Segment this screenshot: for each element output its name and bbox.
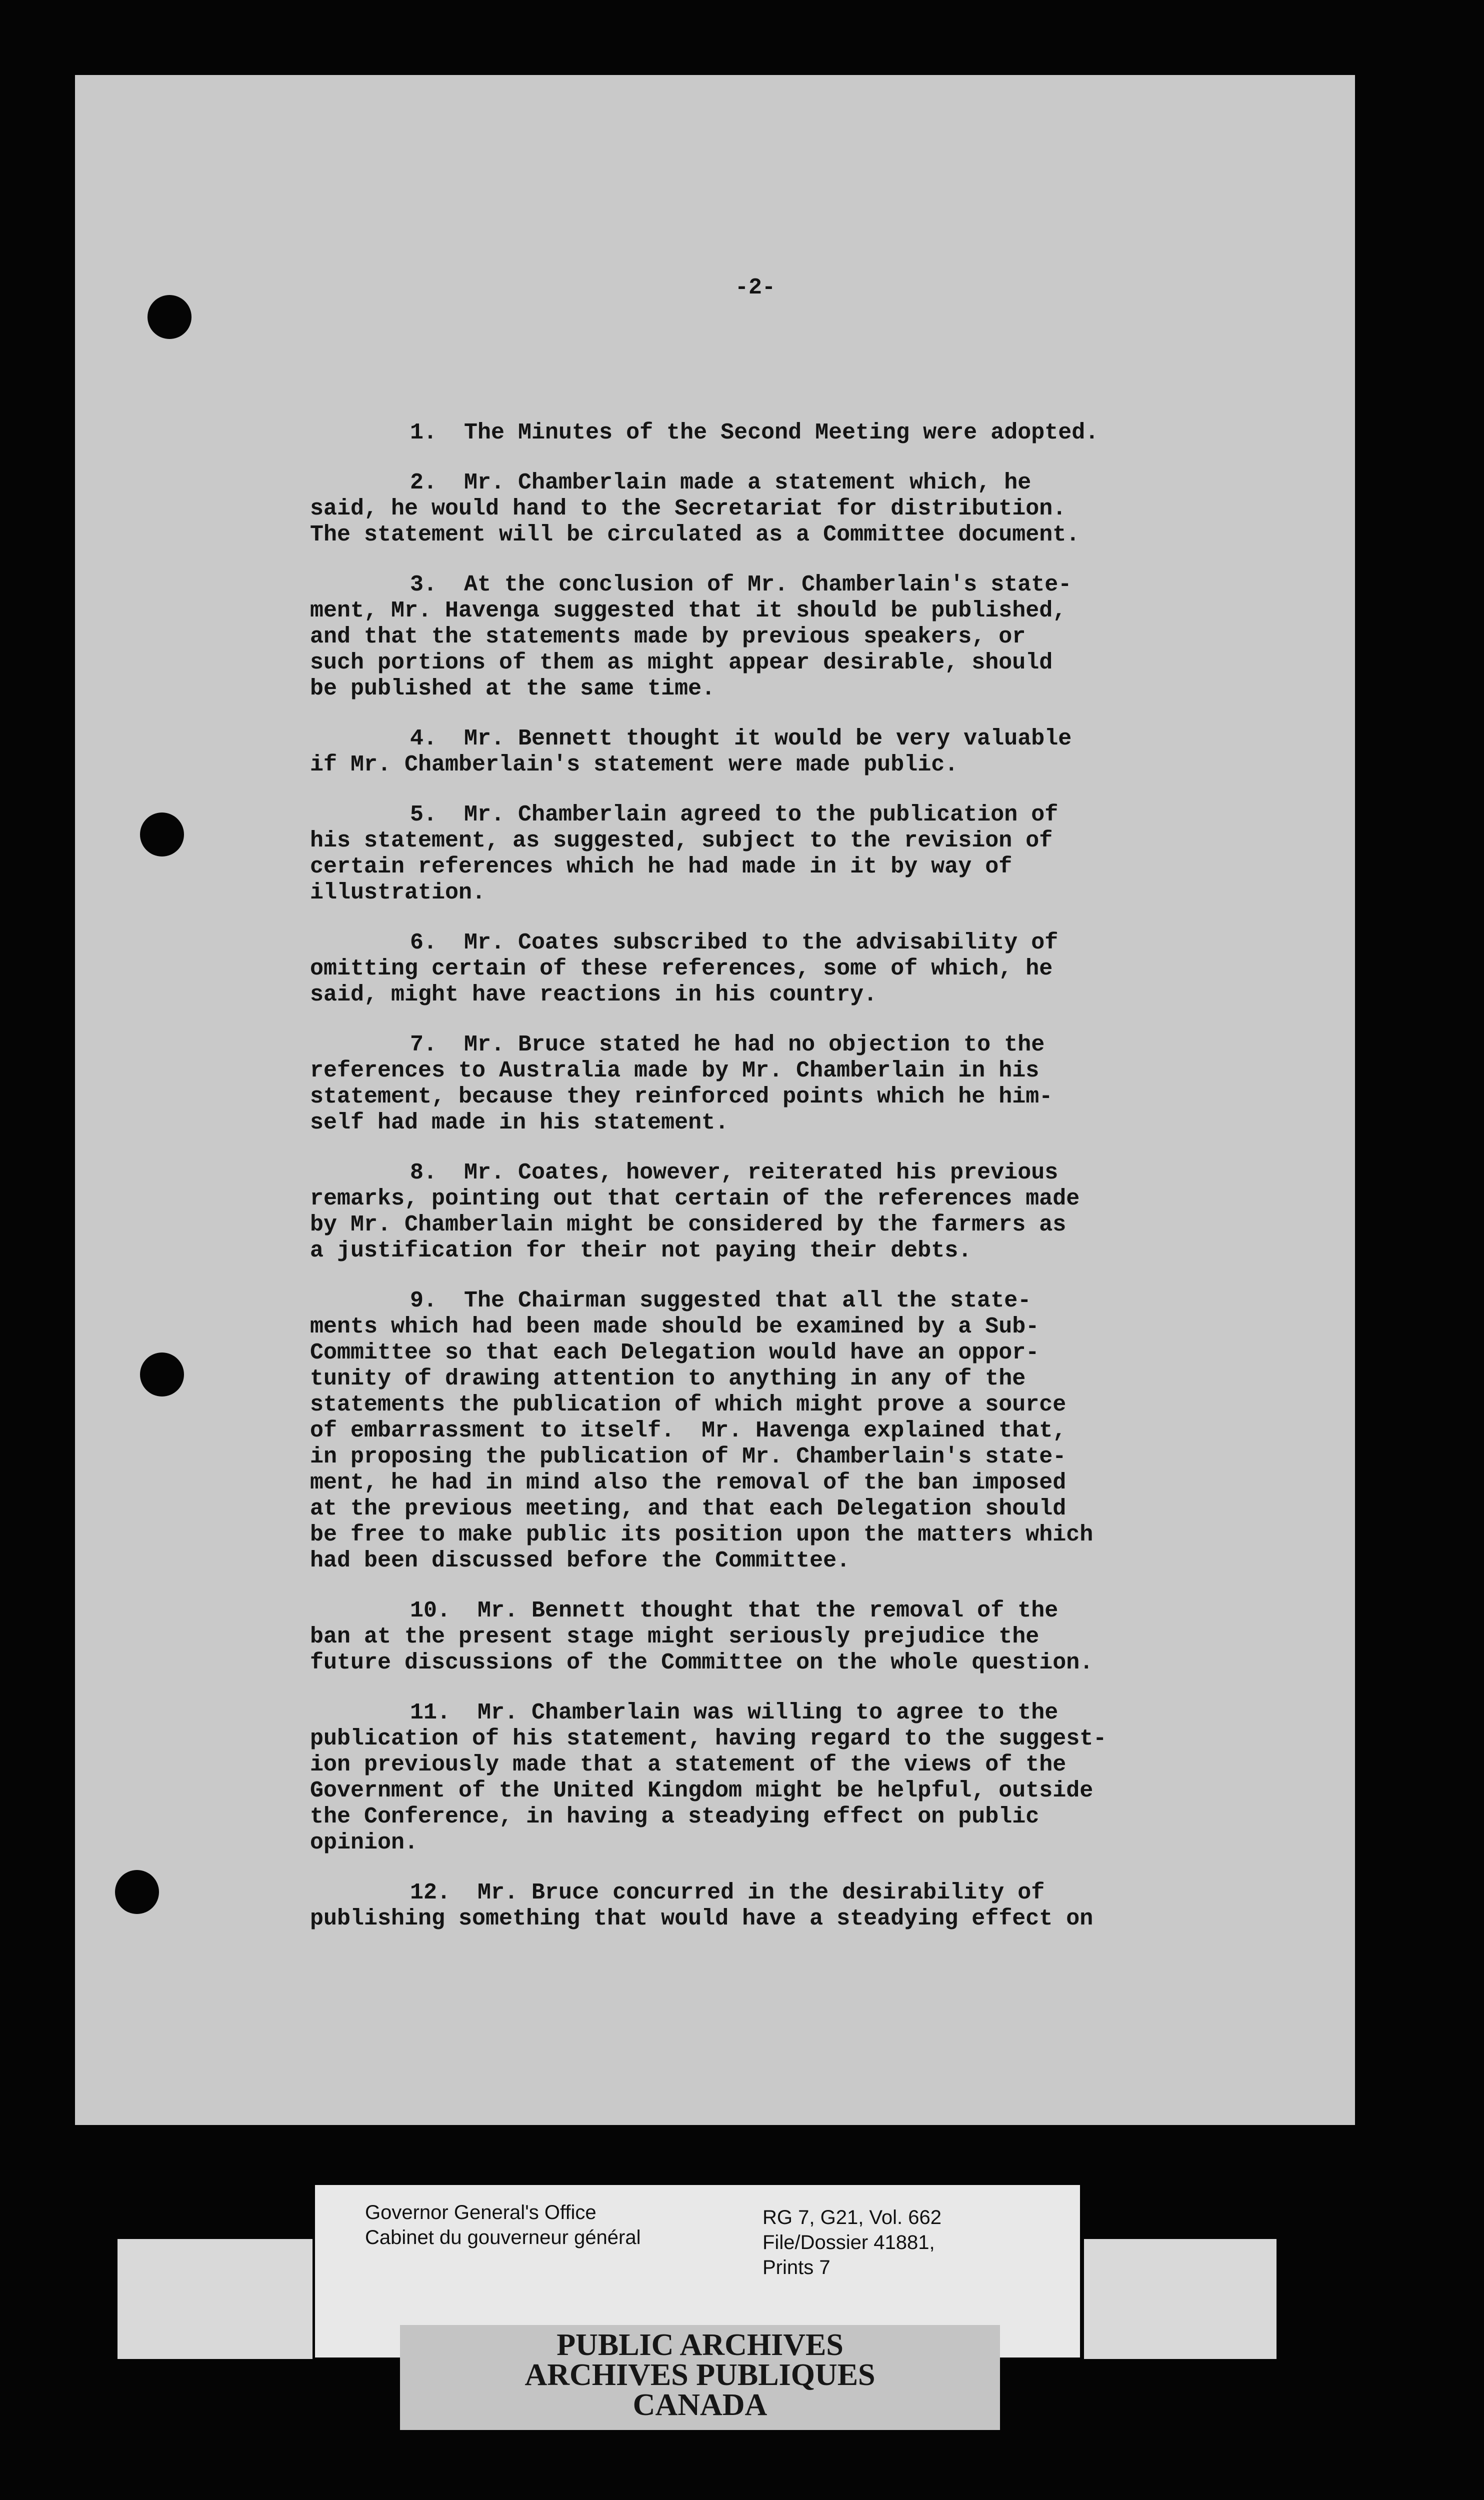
paragraph-line: 7. Mr. Bruce stated he had no objection to the [410, 1032, 1045, 1058]
paragraph-line: of embarrassment to itself. Mr. Havenga explained that, [310, 1418, 1066, 1444]
paragraph-line: 11. Mr. Chamberlain was willing to agree to the [410, 1700, 1058, 1726]
paragraph-line: 2. Mr. Chamberlain made a statement which, he [410, 470, 1032, 496]
paragraph-line: a justification for their not paying their debts. [310, 1238, 972, 1264]
paragraph [310, 420, 1280, 446]
label-tab-left [118, 2239, 312, 2359]
paragraph [310, 1598, 1280, 1676]
stamp-line-english: PUBLIC ARCHIVES [556, 2328, 844, 2362]
paragraph [310, 470, 1280, 548]
paragraph-line: be free to make public its position upon the matters which [310, 1522, 1094, 1548]
paragraph [310, 1032, 1280, 1136]
paragraph-line: if Mr. Chamberlain's statement were made public. [310, 752, 958, 778]
paragraph-line: the Conference, in having a steadying effect on public [310, 1804, 1040, 1830]
paragraph-line: ban at the present stage might seriously prejudice the [310, 1624, 1040, 1650]
paragraph [310, 1880, 1280, 1932]
paragraph-line: 4. Mr. Bennett thought it would be very valuable [410, 726, 1072, 752]
paragraph-line: had been discussed before the Committee. [310, 1548, 850, 1574]
paragraph-line: opinion. [310, 1830, 418, 1856]
punch-hole [140, 1352, 184, 1396]
paragraph-line: 12. Mr. Bruce concurred in the desirability of [410, 1880, 1045, 1906]
paragraph-line: by Mr. Chamberlain might be considered by the farmers as [310, 1212, 1066, 1238]
archive-reference [762, 2205, 942, 2280]
paragraph-line: omitting certain of these references, some of which, he [310, 956, 1053, 982]
paragraph-line: ment, he had in mind also the removal of the ban imposed [310, 1470, 1066, 1496]
paragraph-line: 6. Mr. Coates subscribed to the advisability of [410, 930, 1058, 956]
paragraph-line: at the previous meeting, and that each Delegation should [310, 1496, 1066, 1522]
paragraph [310, 726, 1280, 778]
paragraph-line: illustration. [310, 880, 486, 906]
paragraph-line: 8. Mr. Coates, however, reiterated his previous [410, 1160, 1058, 1186]
archives-stamp [400, 2325, 1000, 2430]
paragraph-line: publication of his statement, having regard to the suggest- [310, 1726, 1107, 1752]
paragraph-line: 1. The Minutes of the Second Meeting were adopted. [410, 420, 1099, 446]
paragraph-line: such portions of them as might appear desirable, should [310, 650, 1053, 676]
paragraph-line: future discussions of the Committee on the whole question. [310, 1650, 1094, 1676]
office-names [365, 2200, 641, 2250]
punch-hole [148, 295, 192, 339]
paragraph [310, 1700, 1280, 1856]
stamp-line-country: CANADA [632, 2388, 768, 2422]
paragraph-line: 5. Mr. Chamberlain agreed to the publication of [410, 802, 1058, 828]
paragraph [310, 802, 1280, 906]
reference-prints: Prints 7 [762, 2256, 830, 2278]
paragraph-line: Committee so that each Delegation would have an oppor- [310, 1340, 1040, 1366]
paragraph-line: said, might have reactions in his country. [310, 982, 878, 1008]
paragraph-line: statements the publication of which might prove a source [310, 1392, 1066, 1418]
office-english: Governor General's Office [365, 2202, 596, 2224]
paragraph-line: and that the statements made by previous speakers, or [310, 624, 1026, 650]
paragraph-line: ment, Mr. Havenga suggested that it should be published, [310, 598, 1066, 624]
paragraph-line: statement, because they reinforced points which he him- [310, 1084, 1053, 1110]
reference-file: File/Dossier 41881, [762, 2232, 935, 2254]
paragraph-line: ments which had been made should be examined by a Sub- [310, 1314, 1040, 1340]
paragraph-line: Government of the United Kingdom might be helpful, outside [310, 1778, 1094, 1804]
paragraph-line: ion previously made that a statement of the views of the [310, 1752, 1066, 1778]
paragraph [310, 572, 1280, 702]
paragraph-line: The statement will be circulated as a Committee document. [310, 522, 1080, 548]
office-french: Cabinet du gouverneur général [365, 2226, 641, 2248]
punch-hole [115, 1870, 159, 1914]
paragraph-line: in proposing the publication of Mr. Chamberlain's state- [310, 1444, 1066, 1470]
paragraph-line: references to Australia made by Mr. Chamberlain in his [310, 1058, 1040, 1084]
paragraph-line: certain references which he had made in it by way of [310, 854, 1012, 880]
paragraph-line: publishing something that would have a steadying effect on [310, 1906, 1094, 1932]
paragraph [310, 1160, 1280, 1264]
document-page [75, 75, 1355, 2125]
page-number: -2- [735, 275, 776, 300]
paragraph-line: his statement, as suggested, subject to the revision of [310, 828, 1053, 854]
paragraph-line: 9. The Chairman suggested that all the state- [410, 1288, 1032, 1314]
paragraph-line: said, he would hand to the Secretariat for distribution. [310, 496, 1066, 522]
paragraph-line: 10. Mr. Bennett thought that the removal of the [410, 1598, 1058, 1624]
stamp-line-french: ARCHIVES PUBLIQUES [524, 2358, 876, 2392]
label-tab-right [1084, 2239, 1276, 2359]
paragraph-line: be published at the same time. [310, 676, 716, 702]
paragraph-line: self had made in his statement. [310, 1110, 729, 1136]
paragraph [310, 1288, 1280, 1574]
paragraph-line: 3. At the conclusion of Mr. Chamberlain's state- [410, 572, 1072, 598]
paragraph-line: remarks, pointing out that certain of the references made [310, 1186, 1080, 1212]
paragraph-line: tunity of drawing attention to anything in any of the [310, 1366, 1026, 1392]
paragraph [310, 930, 1280, 1008]
punch-hole [140, 812, 184, 856]
reference-volume: RG 7, G21, Vol. 662 [762, 2206, 942, 2228]
